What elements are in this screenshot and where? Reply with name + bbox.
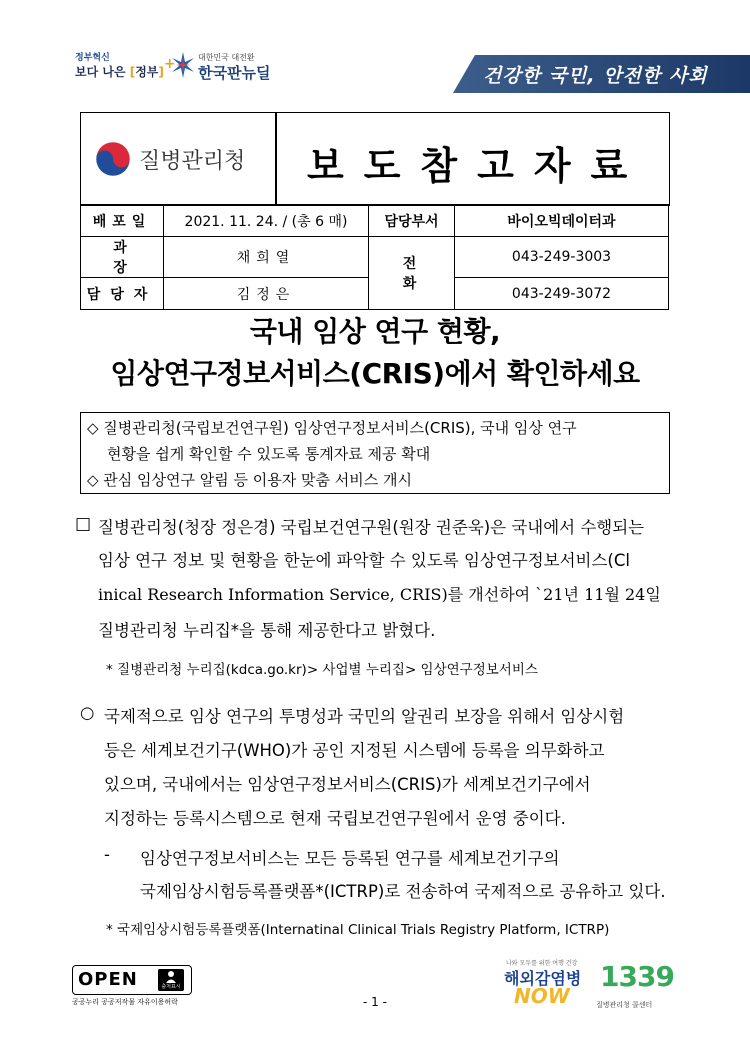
para2-line3: 있으며, 국내에서는 임상연구정보서비스(CRIS)가 세계보건기구에서 xyxy=(104,775,591,794)
phone-label: 전화 xyxy=(369,237,455,310)
open-label: OPEN xyxy=(78,969,138,990)
call-center-number: 1339 xyxy=(600,960,674,993)
square-bullet: □ xyxy=(75,514,92,534)
para1-line2: 임상 연구 정보 및 현황을 한눈에 파악할 수 있도록 임상연구정보서비스(Cl xyxy=(98,551,630,570)
korean-new-deal-logo xyxy=(170,50,290,82)
phone-value-2: 043-249-3072 xyxy=(455,278,669,310)
headline-line1: 국내 임상 연구 현황, xyxy=(249,315,501,348)
gov-logo-line2: 보다 나은 [정부]+ xyxy=(75,56,176,79)
para2-footnote: * 국제임상시험등록플랫폼(Internatinal Clinical Trials Registry Platform, ICTRP) xyxy=(106,922,610,938)
para1-line3: inical Research Information Service, CRIS)를 개선하여 `21년 11월 24일 xyxy=(98,585,661,604)
table-row xyxy=(81,237,669,278)
slogan-text: 건강한 국민, 안전한 사회 xyxy=(483,65,708,87)
para2-line1: 국제적으로 임상 연구의 투명성과 국민의 알권리 보장을 위해서 임상시험 xyxy=(104,707,625,726)
summary-box xyxy=(80,412,670,494)
gov-logo-line1: 정부혁신 xyxy=(75,53,110,63)
travel-health-tagline: 나와 모두를 위한 여행 건강 xyxy=(506,960,578,967)
attribution-badge-label: 출처표시 xyxy=(161,984,181,990)
person-icon xyxy=(158,970,184,984)
new-deal-star-icon xyxy=(170,50,196,80)
chief-label: 과장 xyxy=(81,237,164,278)
open-license-subtitle: 공공누리 공공저작물 자유이용허락 xyxy=(72,998,178,1006)
dept-label: 담당부서 xyxy=(369,205,455,237)
call-center-1339-logo xyxy=(596,960,682,1020)
phone-value-1: 043-249-3003 xyxy=(455,237,669,278)
new-deal-title: 한국판뉴딜 xyxy=(198,64,271,82)
agency-name: 질병관리청 xyxy=(139,149,246,174)
table-row xyxy=(81,205,669,237)
press-info-table xyxy=(80,204,669,310)
para2-sub-line2: 국제임상시험등록플랫폼*(ICTRP)로 전송하여 국제적으로 공유하고 있다. xyxy=(140,882,666,901)
press-header-box xyxy=(80,112,670,206)
summary-item-1-line-2: 현황을 쉽게 확인할 수 있도록 통계자료 제공 확대 xyxy=(107,445,431,463)
para2-line4: 지정하는 등록시스템으로 현재 국립보건연구원에서 운영 중이다. xyxy=(104,809,566,828)
para1-line4: 질병관리청 누리집*을 통해 제공한다고 밝혔다. xyxy=(98,621,436,640)
summary-item-1-line-1: ◇ 질병관리청(국립보건연구원) 임상연구정보서비스(CRIS), 국내 임상 연구 xyxy=(87,419,577,437)
sub-item-dash: - xyxy=(104,845,110,864)
travel-health-title: 해외감염병 xyxy=(504,969,582,988)
date-value: 2021. 11. 24. / (총 6 매) xyxy=(164,205,369,237)
para1-line1: 질병관리청(청장 정은경) 국립보건연구원(원장 권준욱)은 국내에서 수행되는 xyxy=(98,518,645,537)
government-innovation-logo xyxy=(75,46,176,88)
new-deal-subtitle: 대한민국 대전환 xyxy=(198,53,255,62)
overseas-infection-now-logo xyxy=(500,958,590,1018)
para1-footnote: * 질병관리청 누리집(kdca.go.kr)> 사업별 누리집> 임상연구정보서비스 xyxy=(106,662,538,678)
header-divider xyxy=(275,113,277,205)
slogan-banner xyxy=(453,55,750,93)
chief-value: 채희열 xyxy=(164,237,369,278)
headline-line2: 임상연구정보서비스(CRIS)에서 확인하세요 xyxy=(110,357,640,390)
para2-sub-line1: 임상연구정보서비스는 모든 등록된 연구를 세계보건기구의 xyxy=(140,849,560,868)
travel-health-now: NOW xyxy=(514,984,570,1008)
dept-value: 바이오빅데이터과 xyxy=(455,205,669,237)
document-type-title: 보도참고자료 xyxy=(307,144,648,188)
staff-label: 담당자 xyxy=(81,278,164,310)
call-center-label: 질병관리청 콜센터 xyxy=(596,1001,653,1009)
kdca-emblem-icon xyxy=(95,141,131,177)
summary-item-2: ◇ 관심 임상연구 알림 등 이용자 맞춤 서비스 개시 xyxy=(87,471,412,489)
page-number: - 1 - xyxy=(363,995,387,1009)
attribution-badge xyxy=(158,969,184,991)
date-label: 배포일 xyxy=(81,205,164,237)
staff-value: 김정은 xyxy=(164,278,369,310)
para2-line2: 등은 세계보건기구(WHO)가 공인 지정된 시스템에 등록을 의무화하고 xyxy=(104,741,605,760)
circle-bullet: ○ xyxy=(80,703,95,722)
